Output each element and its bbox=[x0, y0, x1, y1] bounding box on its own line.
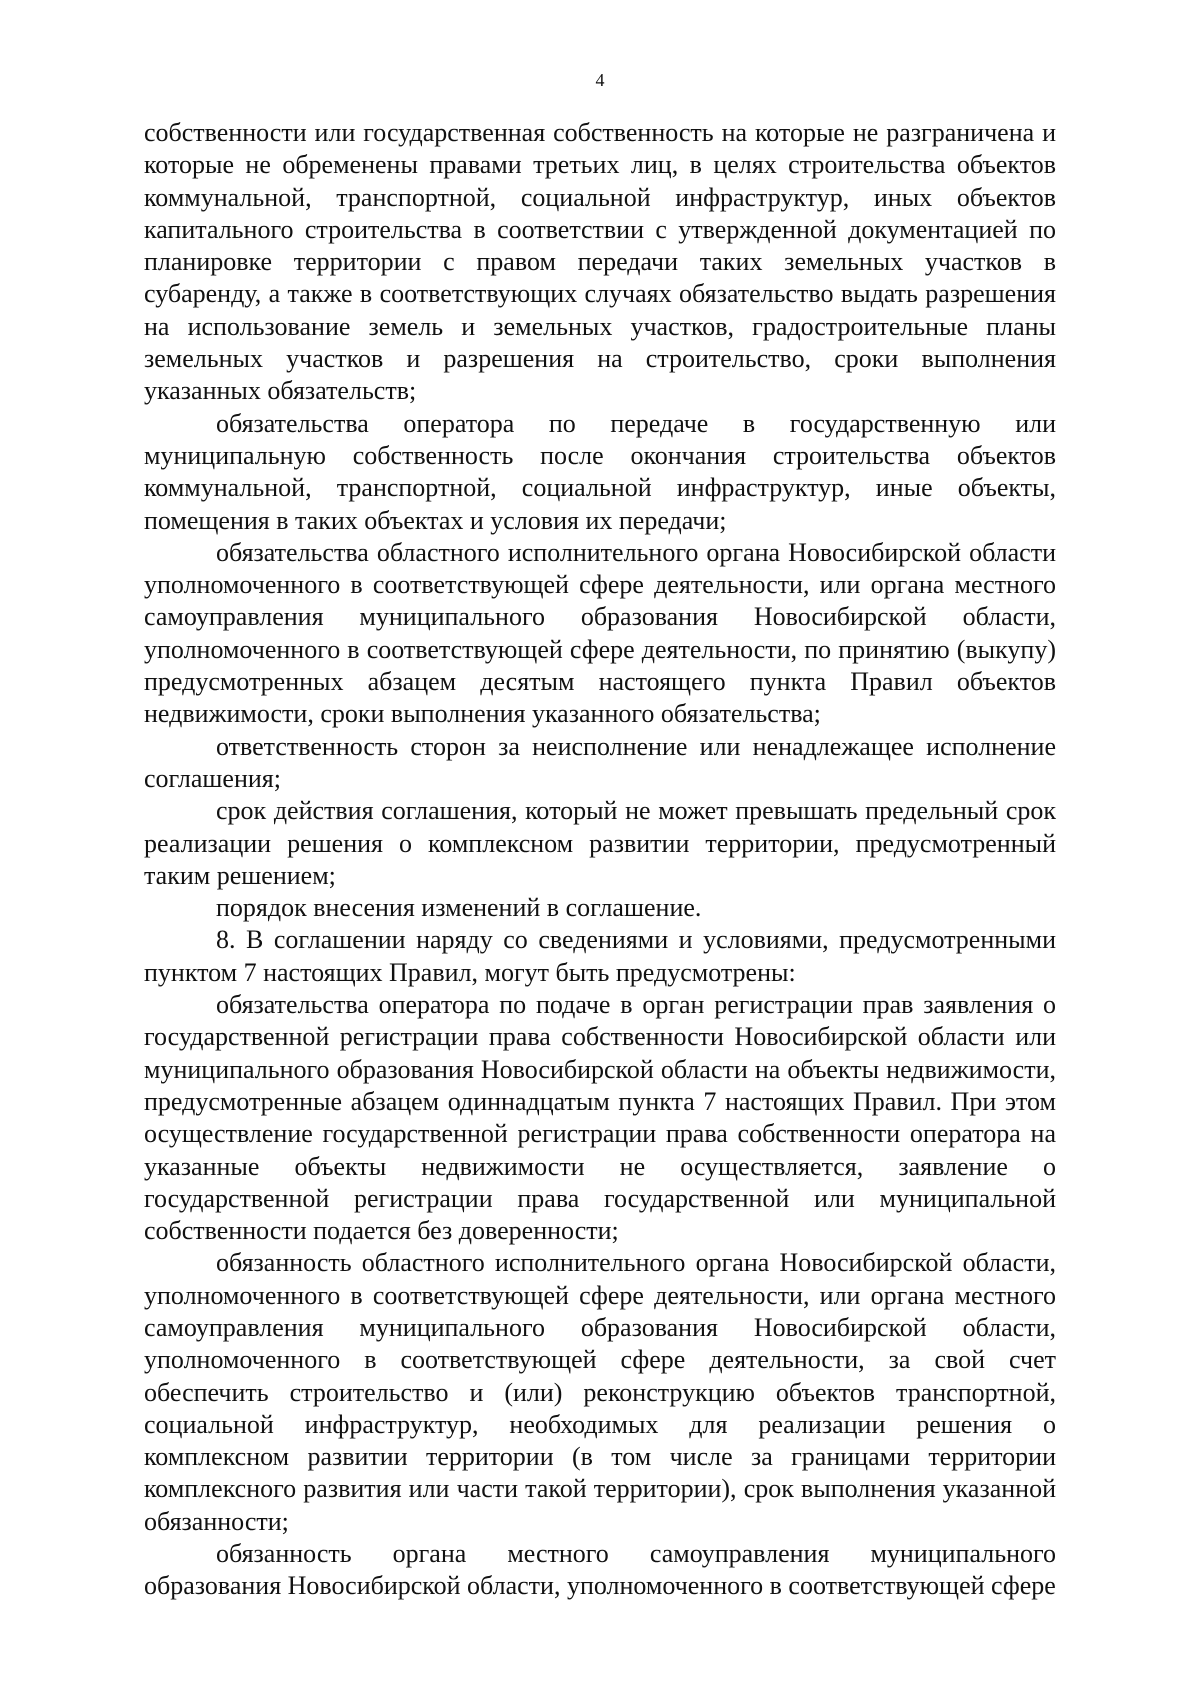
paragraph-regional-authority-duty: обязанность областного исполнительного органа Новосибирской области, уполномоченного в соответствующей сфере деятельности, или органа местного самоуправления муниципального образования Новосибирской области, уполномоченного в соответствующей сфере деятельности, за свой счет обеспечить строительство и (или) реконструкцию объектов транспортной, социальной инфраструктур, необходимых для реализации решения о комплексном развитии территории (в том числе за границами территории комплексного развития или части такой территории), срок выполнения указанной обязанности; bbox=[144, 1248, 1056, 1536]
paragraph-registration-obligations: обязательства оператора по подаче в орган регистрации прав заявления о государственной регистрации права собственности Новосибирской области или муниципального образования Новосибирской области на объекты недвижимости, предусмотренные абзацем одиннадцатым пункта 7 настоящих Правил. При этом осуществление государственной регистрации права собственности оператора на указанные объекты недвижимости не осуществляется, заявление о государственной регистрации права государственной или муниципальной собственности подается без доверенности; bbox=[144, 990, 1056, 1246]
paragraph-authority-acceptance-obligations: обязательства областного исполнительного органа Новосибирской области уполномоченного в соответствующей сфере деятельности, или органа местного самоуправления муниципального образования Новосибирской области, уполномоченного в соответствующей сфере деятельности, по принятию (выкупу) предусмотренных абзацем десятым настоящего пункта Правил объектов недвижимости, сроки выполнения указанного обязательства; bbox=[144, 537, 1056, 729]
paragraph-local-authority-duty: обязанность органа местного самоуправления муниципального образования Новосибирской области, уполномоченного в соответствующей сфере bbox=[144, 1539, 1056, 1601]
paragraph-operator-transfer-obligations: обязательства оператора по передаче в государственную или муниципальную собственность после окончания строительства объектов коммунальной, транспортной, социальной инфраструктур, иные объекты, помещения в таких объектах и условия их передачи; bbox=[144, 408, 1056, 535]
paragraph-amendment-procedure: порядок внесения изменений в соглашение. bbox=[216, 893, 702, 923]
paragraph-continuation: собственности или государственная собственность на которые не разграничена и которые не обременены правами третьих лиц, в целях строительства объектов коммунальной, транспортной, социальной инфраструктур, иных объектов капитального строительства в соответствии с утвержденной документацией по планировке территории с правом передачи таких земельных участков в субаренду, а также в соответствующих случаях обязательство выдать разрешения на использование земель и земельных участков, градостроительные планы земельных участков и разрешения на строительство, сроки выполнения указанных обязательств; bbox=[144, 118, 1056, 406]
document-body bbox=[144, 117, 1056, 1603]
paragraph-item-8: 8. В соглашении наряду со сведениями и условиями, предусмотренными пунктом 7 настоящих Правил, могут быть предусмотрены: bbox=[144, 925, 1056, 987]
paragraph-agreement-term: срок действия соглашения, который не может превышать предельный срок реализации решения о комплексном развитии территории, предусмотренный таким решением; bbox=[144, 796, 1056, 890]
paragraph-liability: ответственность сторон за неисполнение или ненадлежащее исполнение соглашения; bbox=[144, 731, 1056, 793]
page-number: 4 bbox=[595, 70, 605, 90]
